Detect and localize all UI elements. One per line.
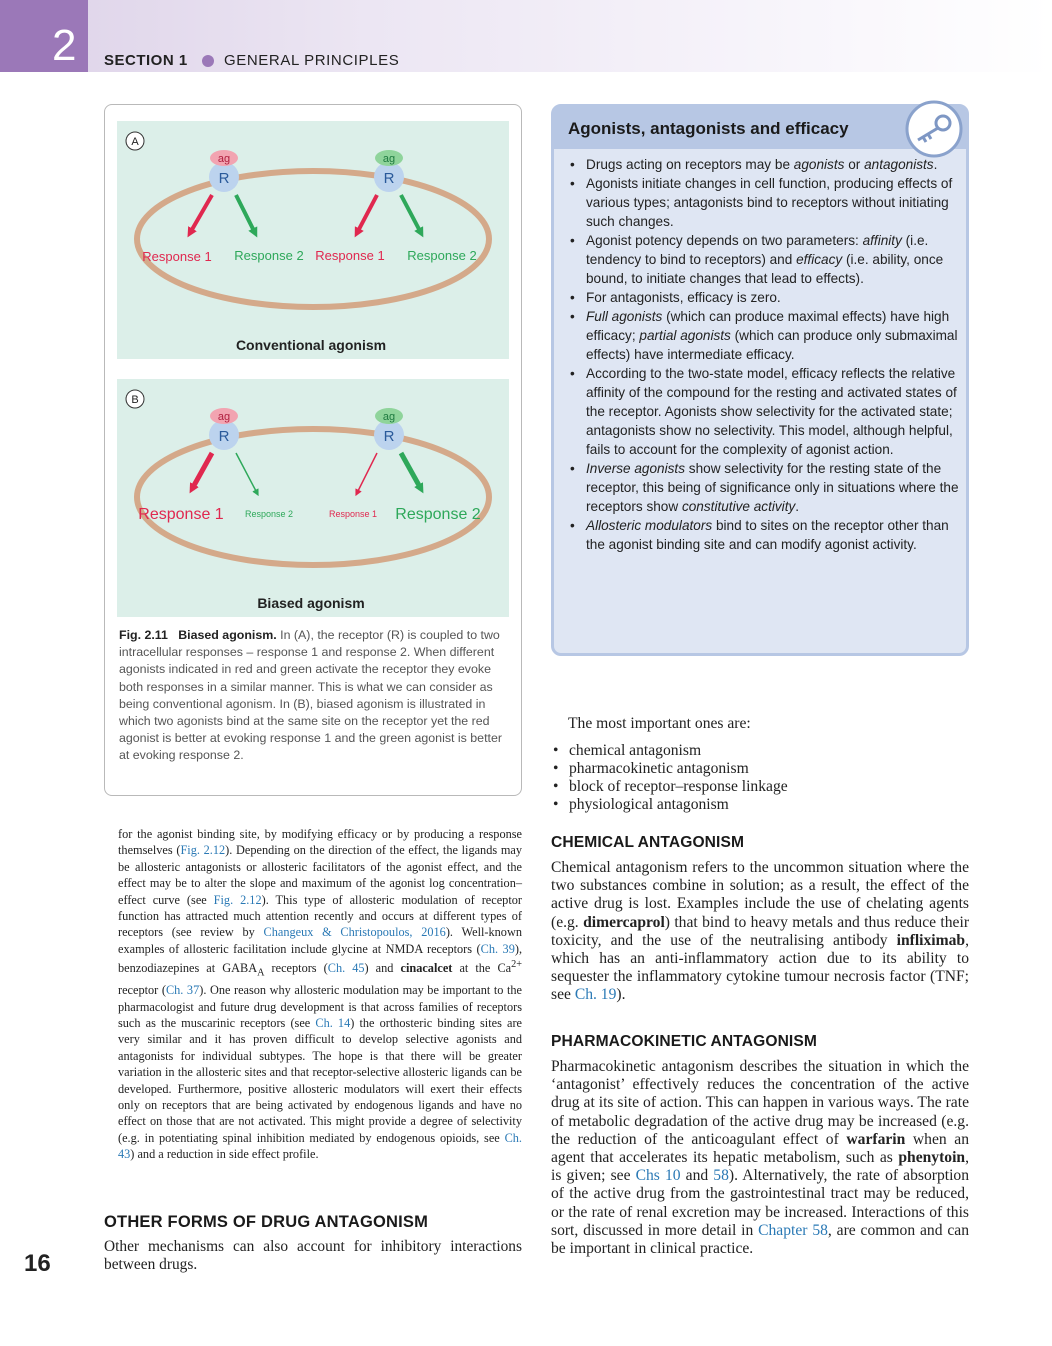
- response-label: Response 1: [315, 248, 385, 263]
- key-point-item: • Inverse agonists show selectivity for the resting state of the receptor, this being of significance only in situations where the receptors show constitutive activity.: [564, 459, 960, 516]
- key-icon: [904, 99, 964, 159]
- panel-b-title: Biased agonism: [257, 595, 365, 611]
- figure-panel-a: [117, 121, 509, 359]
- arrow-response-2-weak: [236, 453, 257, 493]
- key-point-item: • For antagonists, efficacy is zero.: [564, 288, 960, 307]
- arrow-response-1: [357, 195, 377, 233]
- chemical-antagonism-paragraph: Chemical antagonism refers to the uncommon situation where the two substances combine in solution; as a result, the effect of the active drug is lost. Examples include the use of chelating agents (e.g. dimercaprol) that bind to heavy metals and thus reduce their toxicity, and the use of the neutralising antibody infliximab, which has an anti-inflammatory action due to its ability to sequester the inflammatory cytokine tumour necrosis factor (TNF; see Ch. 19).: [551, 859, 970, 1004]
- section-title: GENERAL PRINCIPLES: [224, 52, 400, 69]
- most-important-intro: The most important ones are:: [568, 715, 751, 732]
- arrow-response-2: [401, 195, 421, 233]
- list-item: • pharmacokinetic antagonism: [551, 760, 969, 778]
- ref-link[interactable]: Chapter 58: [758, 1221, 828, 1239]
- agonist-green-label: ag: [382, 153, 396, 165]
- heading-other-forms: OTHER FORMS OF DRUG ANTAGONISM: [104, 1213, 429, 1231]
- key-points-box: [551, 104, 969, 656]
- response-label: Response 1: [328, 509, 378, 519]
- figure-number: Fig. 2.11: [119, 628, 168, 642]
- allosteric-modulation-paragraph: for the agonist binding site, by modifying efficacy or by producing a response themselves (Fig. 2.12). Depending on the direction of the effect, the ligands may be allosteric antagonists or allosteric facilitators of the agonist effect, and the effect may be to alter the slope and maximum of the agonist log concentration–effect curve (see Fig. 2.12). This type of allosteric modulation of receptor function has attracted much attention recently and occurs at different types of receptors (see review by Changeux & Christopoulos, 2016). Well-known examples of allosteric facilitation include glycine at NMDA receptors (Ch. 39), benzodiazepines at $GABA_A$ receptors (Ch. 45) and cinacalcet at the $Ca^{2+}$ receptor (Ch. 37). One reason why allosteric modulation may be important to the pharmacologist and future drug development is that across families of receptors such as the muscarinic receptors (see Ch. 14) the orthosteric binding sites are very similar and it has proven difficult to develop selective agonists and antagonists for individual subtypes. The hope is that there will be greater variation in the allosteric sites and that receptor-selective allosteric ligands can be developed. Furthermore, positive allosteric modulators will exert their effects only on receptors that are being activated by endogenous ligands and have no effect on those that are not activated. This might provide a degree of selectivity (e.g. in potentiating spinal inhibition mediated by endogenous opioids, see Ch. 43) and a reduction in side effect profile.: [118, 827, 523, 1162]
- pharmacokinetic-antagonism-paragraph: Pharmacokinetic antagonism describes the situation in which the ‘antagonist’ effectively reduces the concentration of the active drug at its site of action. This can happen in various ways. The rate of metabolic degradation of the active drug may be increased (e.g. the reduction of the anticoagulant effect of warfarin when an agent that accelerates its hepatic metabolism, such as phenytoin, is given; see Chs 10 and 58). Alternatively, the rate of absorption of the active drug from the gastrointestinal tract may be reduced, or the rate of renal excretion may be increased. Interactions of this sort, discussed in more detail in Chapter 58, are common and can be important in clinical practice.: [551, 1058, 970, 1258]
- response-label: Response 2: [395, 506, 481, 523]
- arrow-response-1-strong: [192, 453, 212, 489]
- arrow-response-2-strong: [401, 453, 421, 489]
- membrane-ring: [137, 429, 489, 565]
- ref-link[interactable]: Fig. 2.12: [180, 843, 226, 858]
- chapter-number: 2: [52, 21, 77, 70]
- list-item: • physiological antagonism: [551, 796, 969, 814]
- key-point-item: • Drugs acting on receptors may be agonists or antagonists.: [564, 155, 960, 174]
- panel-b-diagram: [117, 379, 509, 617]
- key-point-item: • Agonists initiate changes in cell function, producing effects of various types; antagonists bind to receptors without initiating such changes.: [564, 174, 960, 231]
- receptor-right-label: R: [383, 428, 395, 445]
- arrow-response-1-weak: [357, 453, 377, 493]
- response-label: Response 1: [142, 249, 212, 264]
- section-separator-dot-icon: [202, 55, 214, 67]
- agonist-green-label: ag: [382, 411, 396, 423]
- ref-link[interactable]: Ch. 43: [118, 1130, 522, 1162]
- ref-link[interactable]: Ch. 37: [165, 983, 200, 998]
- ref-link[interactable]: Ch. 14: [315, 1016, 351, 1031]
- response-label: Response 2: [244, 509, 294, 519]
- arrow-response-1: [190, 195, 212, 233]
- ref-link[interactable]: Changeux & Christopoulos, 2016: [263, 925, 446, 940]
- receptor-right-label: R: [383, 170, 395, 187]
- list-item: • block of receptor–response linkage: [551, 778, 969, 796]
- section-label: SECTION 1: [104, 52, 188, 69]
- figure-caption: [119, 627, 509, 765]
- figure-panel-b: [117, 379, 509, 617]
- key-point-item: • Full agonists (which can produce maximal effects) have high efficacy; partial agonists (which can produce only submaximal effects) have intermediate efficacy.: [564, 307, 960, 364]
- figure-caption-text: In (A), the receptor (R) is coupled to two intracellular responses – response 1 and response 2. When different agonists indicated in red and green activate the receptor they evoke both responses in a similar manner. This is what we can consider as being conventional agonism. In (B), biased agonism is illustrated in which two agonists bind at the same site on the receptor yet the red agonist is better at evoking response 1 and the green agonist is better at evoking response 2.: [119, 628, 502, 763]
- receptor-left-label: R: [218, 428, 230, 445]
- figure-box: [104, 104, 522, 796]
- ref-link[interactable]: Fig. 2.12: [213, 892, 262, 907]
- page-number: 16: [24, 1250, 51, 1277]
- ref-link[interactable]: Chs 10: [635, 1167, 681, 1185]
- arrow-response-2: [236, 195, 255, 233]
- receptor-left-label: R: [218, 170, 230, 187]
- membrane-ring: [137, 171, 489, 307]
- panel-b-label: B: [131, 394, 139, 406]
- ref-link[interactable]: 58: [713, 1167, 729, 1185]
- list-item: • chemical antagonism: [551, 742, 969, 760]
- response-label: Response 2: [234, 248, 304, 263]
- heading-pharmacokinetic-antagonism: PHARMACOKINETIC ANTAGONISM: [551, 1033, 817, 1050]
- figure-title: Biased agonism.: [178, 628, 277, 642]
- response-label: Response 2: [407, 248, 477, 263]
- key-point-item: • According to the two-state model, efficacy reflects the relative affinity of the compound for the resting and activated states of the receptor. Agonists show selectivity for the activated state; antagonists show no selectivity. This model, although helpful, fails to account for the complexity of agonist action.: [564, 364, 960, 459]
- agonist-red-label: ag: [217, 153, 231, 165]
- panel-a-title: Conventional agonism: [235, 337, 387, 353]
- key-point-item: • Agonist potency depends on two parameters: affinity (i.e. tendency to bind to receptors) and efficacy (i.e. ability, once bound, to initiate changes that lead to effects).: [564, 231, 960, 288]
- ref-link[interactable]: Ch. 19: [574, 986, 617, 1004]
- ref-link[interactable]: Ch. 45: [327, 961, 365, 976]
- key-points-list: [564, 155, 960, 554]
- agonist-red-label: ag: [217, 411, 231, 423]
- other-forms-paragraph: Other mechanisms can also account for inhibitory interactions between drugs.: [104, 1238, 522, 1274]
- panel-a-label: A: [131, 136, 139, 148]
- ref-link[interactable]: Ch. 39: [480, 941, 515, 956]
- chapter-tab: [0, 0, 88, 72]
- key-point-item: • Allosteric modulators bind to sites on the receptor other than the agonist binding site and can modify agonist activity.: [564, 516, 960, 554]
- panel-a-diagram: [117, 121, 509, 359]
- heading-chemical-antagonism: CHEMICAL ANTAGONISM: [551, 834, 745, 851]
- response-label: Response 1: [138, 506, 224, 523]
- key-points-title: Agonists, antagonists and efficacy: [568, 119, 849, 138]
- antagonism-types-list: [551, 742, 969, 814]
